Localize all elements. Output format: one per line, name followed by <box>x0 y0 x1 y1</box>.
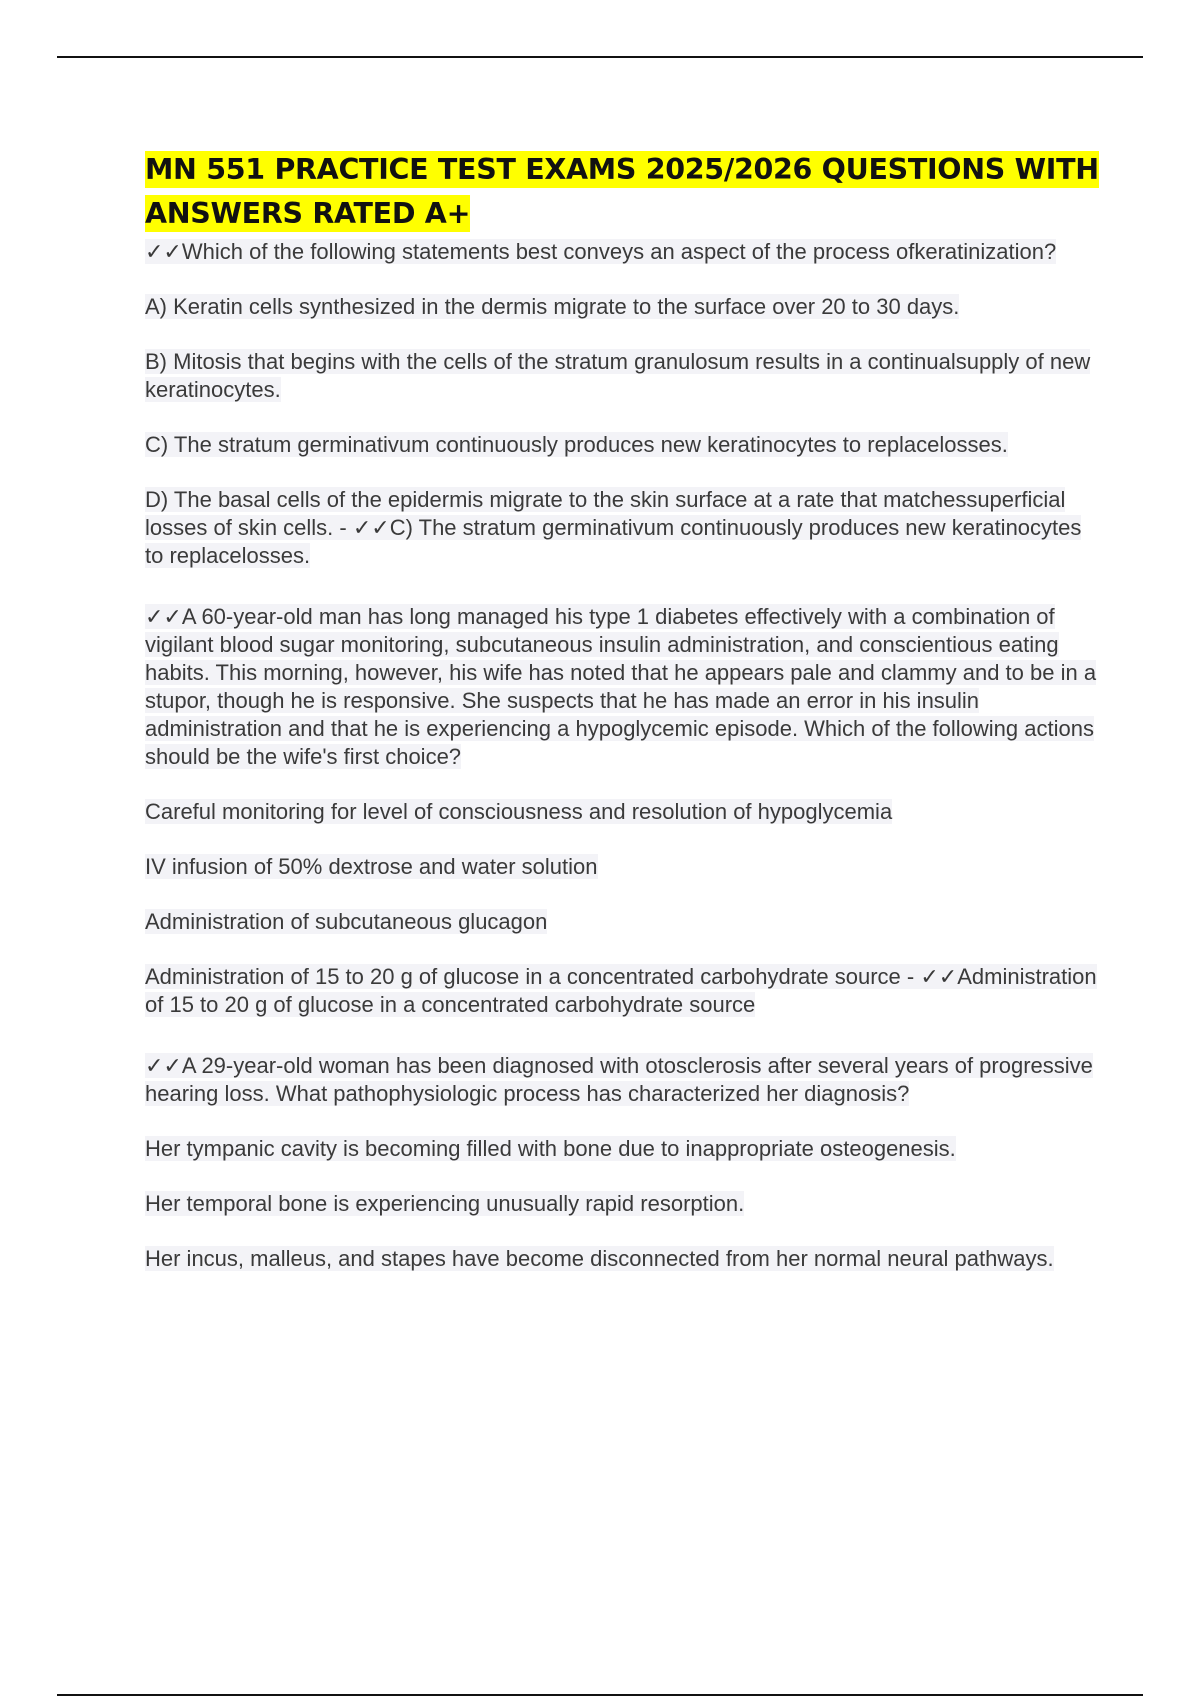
question-3: ✓✓A 29-year-old woman has been diagnosed with otosclerosis after several years of progressive hearing loss. What pathophysiologic process has characterized her diagnosis? <box>145 1053 1093 1106</box>
question-1-option-b: B) Mitosis that begins with the cells of the stratum granulosum results in a continualsupply of new keratinocytes. <box>145 349 1091 402</box>
question-2-option-3: Administration of subcutaneous glucagon <box>145 909 548 934</box>
question-2-option-4-answer: Administration of 15 to 20 g of glucose in a concentrated carbohydrate source - ✓✓Administration of 15 to 20 g of glucose in a concentrated carbohydrate source <box>145 964 1097 1017</box>
document-body <box>145 148 1100 1273</box>
question-1-option-d-answer: D) The basal cells of the epidermis migrate to the skin surface at a rate that matchessuperficial losses of skin cells. - ✓✓C) The stratum germinativum continuously produces new keratinocytes to replacelosses. <box>145 487 1082 568</box>
bottom-rule <box>57 1694 1143 1696</box>
question-3-option-1: Her tympanic cavity is becoming filled with bone due to inappropriate osteogenesis. <box>145 1136 956 1161</box>
question-2-option-1: Careful monitoring for level of consciousness and resolution of hypoglycemia <box>145 799 893 824</box>
question-2-option-2: IV infusion of 50% dextrose and water solution <box>145 854 598 879</box>
question-2: ✓✓A 60-year-old man has long managed his type 1 diabetes effectively with a combination of vigilant blood sugar monitoring, subcutaneous insulin administration, and conscientious eating habits. This morning, however, his wife has noted that he appears pale and clammy and to be in a stupor, though he is responsive. She suspects that he has made an error in his insulin administration and that he is experiencing a hypoglycemic episode. Which of the following actions should be the wife's first choice? <box>145 604 1097 769</box>
question-3-option-3: Her incus, malleus, and stapes have become disconnected from her normal neural pathways. <box>145 1246 1054 1271</box>
question-1-option-a: A) Keratin cells synthesized in the dermis migrate to the surface over 20 to 30 days. <box>145 294 960 319</box>
top-rule <box>57 56 1143 58</box>
document-title: MN 551 PRACTICE TEST EXAMS 2025/2026 QUESTIONS WITH ANSWERS RATED A+ <box>145 153 1099 230</box>
question-1: ✓✓Which of the following statements best conveys an aspect of the process ofkeratinization? <box>145 239 1057 264</box>
question-1-option-c: C) The stratum germinativum continuously produces new keratinocytes to replacelosses. <box>145 432 1008 457</box>
question-3-option-2: Her temporal bone is experiencing unusually rapid resorption. <box>145 1191 745 1216</box>
